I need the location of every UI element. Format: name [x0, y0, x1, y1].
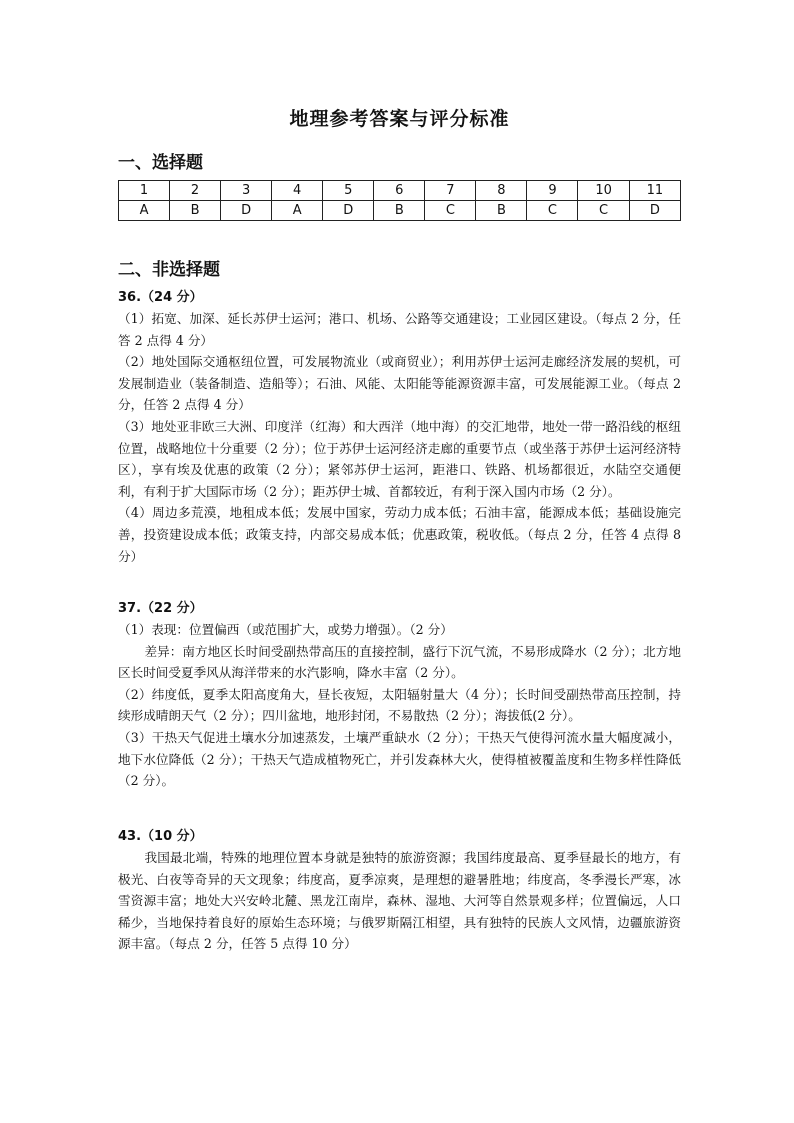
page-title: 地理参考答案与评分标准 — [289, 108, 510, 130]
table-cell: 2 — [170, 181, 221, 201]
table-cell: 7 — [425, 181, 476, 201]
table-cell: A — [272, 201, 323, 221]
question-heading: 37.（22 分） — [118, 601, 203, 616]
table-cell: D — [221, 201, 272, 221]
table-cell: B — [374, 201, 425, 221]
table-cell: B — [170, 201, 221, 221]
table-cell: 1 — [119, 181, 170, 201]
question-heading: 36.（24 分） — [118, 290, 203, 305]
table-cell: D — [323, 201, 374, 221]
table-cell: 3 — [221, 181, 272, 201]
table-cell: 8 — [476, 181, 527, 201]
table-cell: 4 — [272, 181, 323, 201]
question-heading: 43.（10 分） — [118, 829, 203, 844]
section-heading-choice: 一、选择题 — [118, 153, 203, 173]
table-cell: C — [578, 201, 629, 221]
answer-paragraph: （3）干热天气促进土壤水分加速蒸发，土壤严重缺水（2 分）；干热天气使得河流水量大幅度减小，地下水位降低（2 分）；干热天气造成植物死亡，并引发森林大火，使得植被覆盖度和生物多样性降低（2 分）。 — [118, 729, 681, 789]
table-cell: 5 — [323, 181, 374, 201]
answer-paragraph: （4）周边多荒漠，地租成本低；发展中国家，劳动力成本低；石油丰富，能源成本低；基础设施完善，投资建设成本低；政策支持，内部交易成本低；优惠政策，税收低。（每点 2 分，任答 4 点得 8 分） — [118, 505, 681, 564]
table-cell: C — [527, 201, 578, 221]
answer-paragraph: （1）拓宽、加深、延长苏伊士运河；港口、机场、公路等交通建设；工业园区建设。（每点 2 分，任答 2 点得 4 分） — [118, 311, 681, 348]
question-36 — [118, 287, 681, 567]
table-row-answers — [119, 201, 681, 221]
table-cell: 10 — [578, 181, 629, 201]
table-cell: 6 — [374, 181, 425, 201]
answer-paragraph: 我国最北端，特殊的地理位置本身就是独特的旅游资源；我国纬度最高、夏季昼最长的地方，有极光、白夜等奇异的天文现象；纬度高，夏季凉爽，是理想的避暑胜地；纬度高，冬季漫长严寒，冰雪资源丰富；地处大兴安岭北麓、黑龙江南岸，森林、湿地、大河等自然景观多样；位置偏远，人口稀少，当地保持着良好的原始生态环境；与俄罗斯隔江相望，具有独特的民族人文风情，边疆旅游资源丰富。（每点 2 分，任答 5 点得 10 分） — [118, 850, 681, 952]
answer-paragraph: （3）地处亚非欧三大洲、印度洋（红海）和大西洋（地中海）的交汇地带，地处一带一路沿线的枢纽位置，战略地位十分重要（2 分）；位于苏伊士运河经济走廊的重要节点（或坐落于苏伊士运河经济特区），享有埃及优惠的政策（2 分）；紧邻苏伊士运河，距港口、铁路、机场都很近，水陆空交通便利，有利于扩大国际市场（2 分）；距苏伊士城、首都较近，有利于深入国内市场（2 分）。 — [118, 418, 681, 499]
table-cell: 9 — [527, 181, 578, 201]
answer-paragraph: 差异：南方地区长时间受副热带高压的直接控制，盛行下沉气流，不易形成降水（2 分）；北方地区长时间受夏季风从海洋带来的水汽影响，降水丰富（2 分）。 — [118, 643, 681, 681]
table-row-numbers — [119, 181, 681, 201]
table-cell: 11 — [629, 181, 680, 201]
question-37 — [118, 598, 681, 792]
section-heading-nonchoice: 二、非选择题 — [118, 260, 220, 280]
table-cell: D — [629, 201, 680, 221]
table-cell: C — [425, 201, 476, 221]
answer-paragraph: （1）表现：位置偏西（或范围扩大，或势力增强）。（2 分） — [118, 622, 453, 637]
table-cell: A — [119, 201, 170, 221]
answer-paragraph: （2）纬度低，夏季太阳高度角大，昼长夜短，太阳辐射量大（4 分）；长时间受副热带高压控制，持续形成晴朗天气（2 分）；四川盆地，地形封闭，不易散热（2 分）；海拔低(2 分）。 — [118, 686, 681, 724]
answer-paragraph: （2）地处国际交通枢纽位置，可发展物流业（或商贸业）；利用苏伊士运河走廊经济发展的契机，可发展制造业（装备制造、造船等）；石油、风能、太阳能等能源资源丰富，可发展能源工业。（每点 2 分，任答 2 点得 4 分） — [118, 354, 681, 413]
answer-table — [118, 180, 681, 221]
table-cell: B — [476, 201, 527, 221]
question-43 — [118, 826, 681, 955]
